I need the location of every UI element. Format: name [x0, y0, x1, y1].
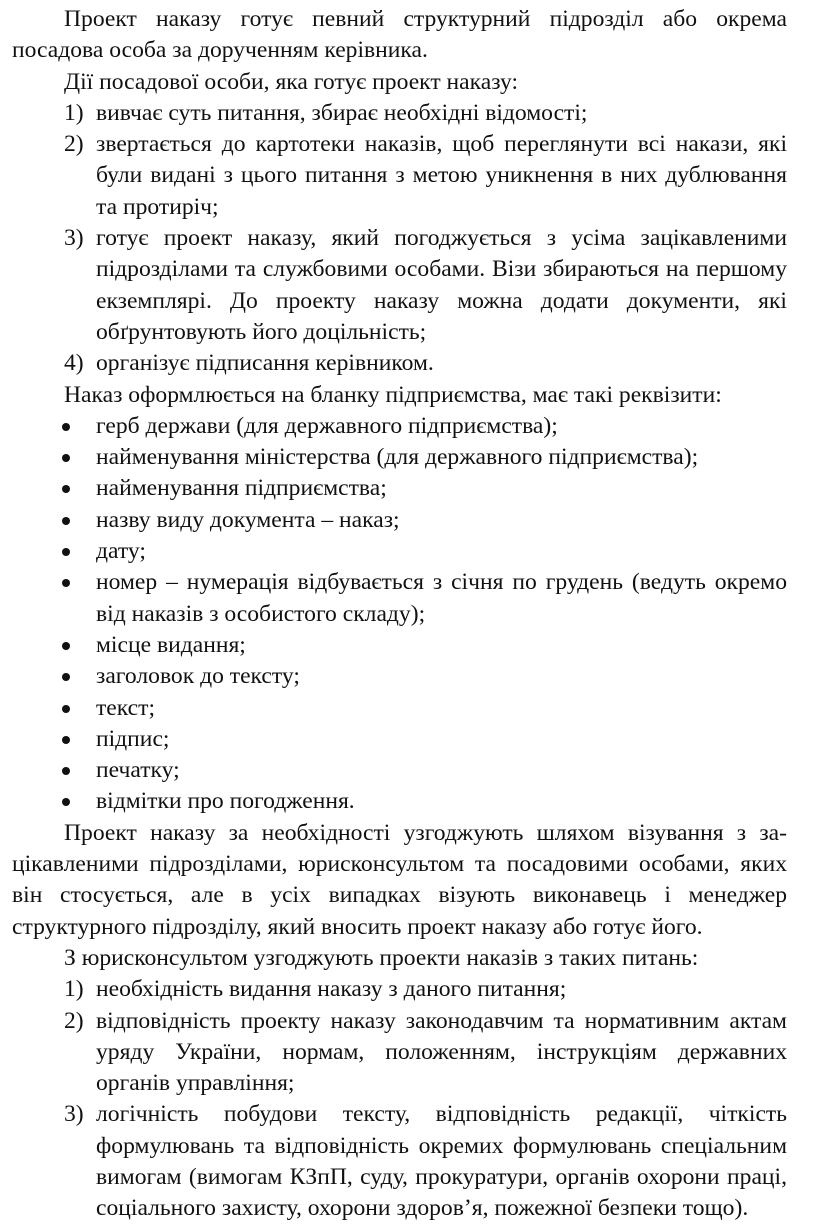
- list-item-text: дату;: [96, 538, 146, 565]
- list-item-number: 2): [64, 1007, 84, 1034]
- list-item-text: найменування міністерства (для державного підприємства);: [96, 444, 699, 471]
- list-item: [12, 411, 787, 442]
- list-item-number: 4): [64, 350, 84, 377]
- list-item: [12, 661, 787, 692]
- list-item: [12, 348, 787, 379]
- actions-list: [12, 98, 787, 380]
- list-item: [12, 786, 787, 817]
- requisites-heading: Наказ оформлюється на бланку підприємства, має такі реквізити:: [64, 381, 722, 408]
- list-item-text: заголовок до тексту;: [96, 663, 300, 690]
- list-item-text: місце видання;: [96, 631, 246, 658]
- actions-heading: Дії посадової особи, яка готує проект наказу:: [64, 68, 519, 95]
- intro-paragraph: Проект наказу готує певний структурний підрозділ або окрема посадова особа за дорученням керівника.: [12, 6, 787, 64]
- list-item-text: вивчає суть питання, збирає необхідні відомості;: [96, 99, 588, 126]
- lawyer-heading: З юрисконсультом узгоджують проекти наказів з таких питань:: [64, 944, 699, 971]
- approval-paragraph: Проект наказу за необхідності узгоджують шляхом візування з зацікавленими підрозділами, юрисконсультом та посадовими особами, яких він стосується, але в усіх випадках візують виконавець і менеджер структурного підрозділу, який вносить проект наказу або готує його.: [12, 819, 787, 940]
- list-item: [12, 129, 787, 223]
- requisites-list: [12, 411, 787, 818]
- list-item-text: текст;: [96, 694, 155, 721]
- list-item: [12, 442, 787, 473]
- list-item: [12, 724, 787, 755]
- list-item-number: 3): [64, 225, 84, 252]
- list-item-text: назву виду документа – наказ;: [96, 506, 400, 533]
- list-item-number: 1): [64, 976, 84, 1003]
- list-item-text: готує проект наказу, який погоджується з усіма зацікавленими підрозділами та службовими особами. Візи збираються на першому екземплярі. До проекту наказу можна додати документи, які обґрунтовують його доцільність;: [96, 225, 787, 345]
- list-item-text: герб держави (для державного підприємства);: [96, 412, 558, 439]
- list-item: [12, 473, 787, 504]
- document-page: [12, 4, 787, 1225]
- list-item-number: 2): [64, 131, 84, 158]
- list-item: [12, 1006, 787, 1100]
- list-item-number: 3): [64, 1101, 84, 1128]
- list-item-text: номер – нумерація відбувається з січня по грудень (ведуть окремо від наказів з особистого складу);: [96, 569, 787, 627]
- lawyer-list: [12, 974, 787, 1224]
- list-item: [12, 630, 787, 661]
- list-item-text: звертається до картотеки наказів, щоб переглянути всі накази, які були видані з цього питання з метою уникнення в них дублювання та протиріч;: [96, 131, 787, 220]
- list-item: [12, 98, 787, 129]
- list-item-text: організує підписання керівником.: [96, 350, 434, 377]
- list-item: [12, 755, 787, 786]
- list-item-text: відмітки про погодження.: [96, 788, 355, 815]
- list-item-number: 1): [64, 99, 84, 126]
- list-item: [12, 505, 787, 536]
- list-item-text: необхідність видання наказу з даного питання;: [96, 976, 567, 1003]
- list-item-text: підпис;: [96, 725, 170, 752]
- list-item-text: логічність побудови тексту, відповідність редакції, чіткість формулювань та відповідність окремих формулювань спеціальним вимогам (вимогам КЗпП, суду, прокуратури, органів охорони праці, соціального захисту, охорони здоров’я, пожежної безпеки тощо).: [96, 1101, 787, 1222]
- list-item-text: відповідність проекту наказу законодавчим та нормативним актам уряду України, нормам, положенням, інструкціям державних органів управління;: [96, 1007, 787, 1097]
- list-item: [12, 223, 787, 348]
- list-item: [12, 974, 787, 1005]
- list-item-text: печатку;: [96, 757, 180, 784]
- list-item: [12, 536, 787, 567]
- list-item: [12, 693, 787, 724]
- list-item: [12, 567, 787, 630]
- list-item-text: найменування підприємства;: [96, 475, 387, 502]
- list-item: [12, 1099, 787, 1224]
